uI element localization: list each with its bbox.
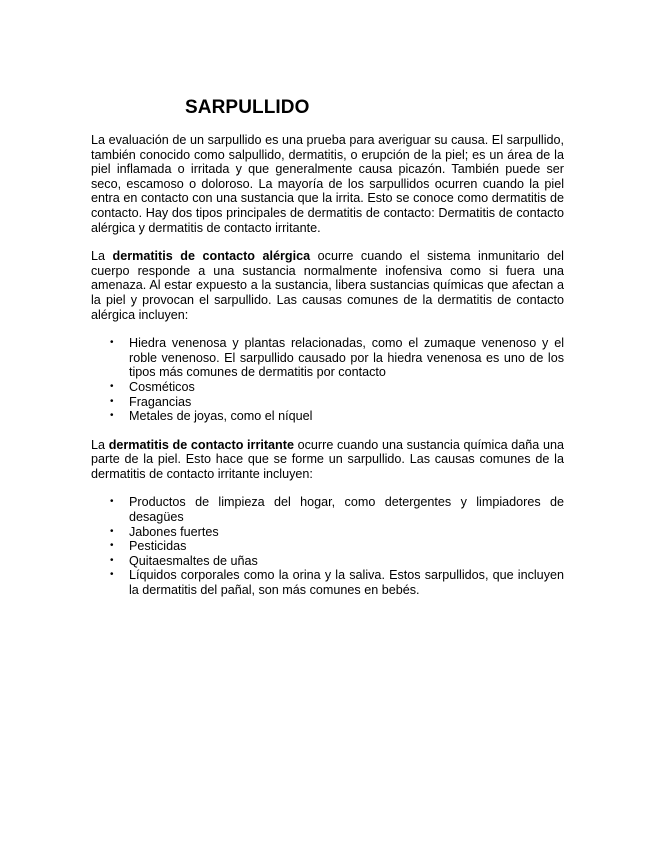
- list-item: [91, 409, 564, 424]
- list-item-text: Productos de limpieza del hogar, como detergentes y limpiadores de desagües: [129, 495, 564, 525]
- bullet-icon: •: [110, 337, 114, 349]
- list-item: [91, 395, 564, 410]
- allergic-causes-list: [91, 336, 564, 424]
- list-item: [91, 495, 564, 524]
- list-item-text: Cosméticos: [129, 379, 195, 394]
- bullet-icon: •: [110, 540, 114, 552]
- irritant-paragraph: [91, 438, 564, 482]
- list-item-text: Pesticidas: [129, 539, 187, 554]
- bullet-icon: •: [110, 496, 114, 508]
- list-item-text: Quitaesmaltes de uñas: [129, 553, 258, 568]
- irritant-causes-list: [91, 495, 564, 597]
- allergic-rest: ocurre cuando el sistema inmunitario del cuerpo responde a una sustancia normalmente inofensiva como si fuera una amenaza. Al estar expuesto a la sustancia, libera sustancias químicas que afectan a la piel y provocan el sarpullido. Las causas comunes de la dermatitis de contacto alérgica incluyen:: [91, 249, 564, 322]
- allergic-lead: La: [91, 249, 113, 264]
- list-item: [91, 380, 564, 395]
- page-title: SARPULLIDO: [185, 97, 310, 118]
- bullet-icon: •: [110, 525, 114, 537]
- bullet-icon: •: [110, 395, 114, 407]
- list-item: [91, 568, 564, 597]
- bullet-icon: •: [110, 410, 114, 422]
- irritant-term: dermatitis de contacto irritante: [108, 437, 294, 452]
- list-item-text: Hiedra venenosa y plantas relacionadas, como el zumaque venenoso y el roble venenoso. El sarpullido causado por la hiedra venenosa es uno de los tipos más comunes de dermatitis por contacto: [129, 336, 564, 380]
- list-item-text: Líquidos corporales como la orina y la saliva. Estos sarpullidos, que incluyen la dermatitis del pañal, son más comunes en bebés.: [129, 568, 564, 598]
- allergic-term: dermatitis de contacto alérgica: [112, 249, 311, 264]
- document-page: [91, 97, 564, 598]
- list-item-text: Metales de joyas, como el níquel: [129, 409, 313, 424]
- list-item: [91, 554, 564, 569]
- irritant-lead: La: [91, 437, 109, 452]
- bullet-icon: •: [110, 380, 114, 392]
- list-item: [91, 336, 564, 380]
- intro-paragraph: La evaluación de un sarpullido es una prueba para averiguar su causa. El sarpullido, también conocido como salpullido, dermatitis, o erupción de la piel; es un área de la piel inflamada o irritada y que generalmente causa picazón. También puede ser seco, escamoso o doloroso. La mayoría de los sarpullidos ocurren cuando la piel entra en contacto con una sustancia que la irrita. Esto se conoce como dermatitis de contacto. Hay dos tipos principales de dermatitis de contacto: Dermatitis de contacto alérgica y dermatitis de contacto irritante.: [91, 133, 564, 235]
- list-item: [91, 539, 564, 554]
- list-item-text: Jabones fuertes: [129, 524, 219, 539]
- allergic-paragraph: [91, 249, 564, 322]
- list-item-text: Fragancias: [129, 394, 192, 409]
- list-item: [91, 525, 564, 540]
- bullet-icon: •: [110, 554, 114, 566]
- bullet-icon: •: [110, 569, 114, 581]
- irritant-rest: ocurre cuando una sustancia química daña una parte de la piel. Esto hace que se forme un sarpullido. Las causas comunes de la dermatitis de contacto irritante incluyen:: [91, 437, 564, 481]
